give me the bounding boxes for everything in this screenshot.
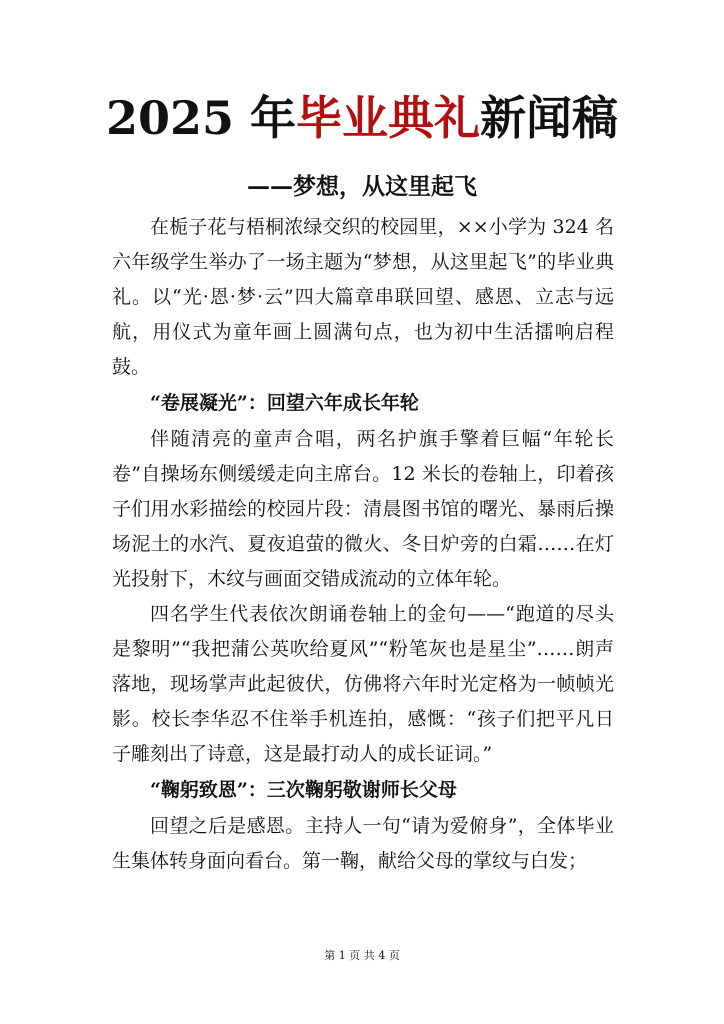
body-paragraph-1: 伴随清亮的童声合唱，两名护旗手擎着巨幅“年轮长卷”自操场东侧缓缓走向主席台。12 米长的卷轴上，印着孩子们用水彩描绘的校园片段：清晨图书馆的曙光、暴雨后操场泥土的水汽、夏夜追萤的微火、冬日炉旁的白霜……在灯光投射下，木纹与画面交错成流动的立体年轮。 [112, 428, 614, 590]
title-accent: 毕业典礼 [296, 91, 481, 145]
page-title [0, 88, 724, 148]
page-number-footer: 第 1 页 共 4 页 [324, 949, 400, 962]
body-paragraph-2: 四名学生代表依次朗诵卷轴上的金句——“跑道的尽头是黎明”“我把蒲公英吹给夏风”“粉笔灰也是星尘”……朗声落地，现场掌声此起彼伏，仿佛将六年时光定格为一帧帧光影。校长李华忍不住举手机连拍，感慨：“孩子们把平凡日子雕刻出了诗意，这是最打动人的成长证词。” [112, 603, 614, 765]
page-subtitle: ——梦想，从这里起飞 [247, 173, 477, 200]
body-paragraph-3: 回望之后是感恩。主持人一句“请为爱俯身”，全体毕业生集体转身面向看台。第一鞠，献给父母的掌纹与白发； [112, 815, 614, 872]
intro-paragraph: 在栀子花与梧桐浓绿交织的校园里，××小学为 324 名六年级学生举办了一场主题为“梦想，从这里起飞”的毕业典礼。以“光·恩·梦·云”四大篇章串联回望、感恩、立志与远航，用仪式为童年画上圆满句点，也为初中生活擂响启程鼓。 [112, 216, 614, 378]
title-prefix: 2025 年 [105, 91, 297, 145]
section-heading-1: “卷展凝光”：回望六年成长年轮 [150, 392, 419, 414]
article-body [112, 210, 614, 879]
section-heading-2: “鞠躬致恩”：三次鞠躬敬谢师长父母 [150, 779, 457, 801]
title-suffix: 新闻稿 [480, 91, 619, 145]
